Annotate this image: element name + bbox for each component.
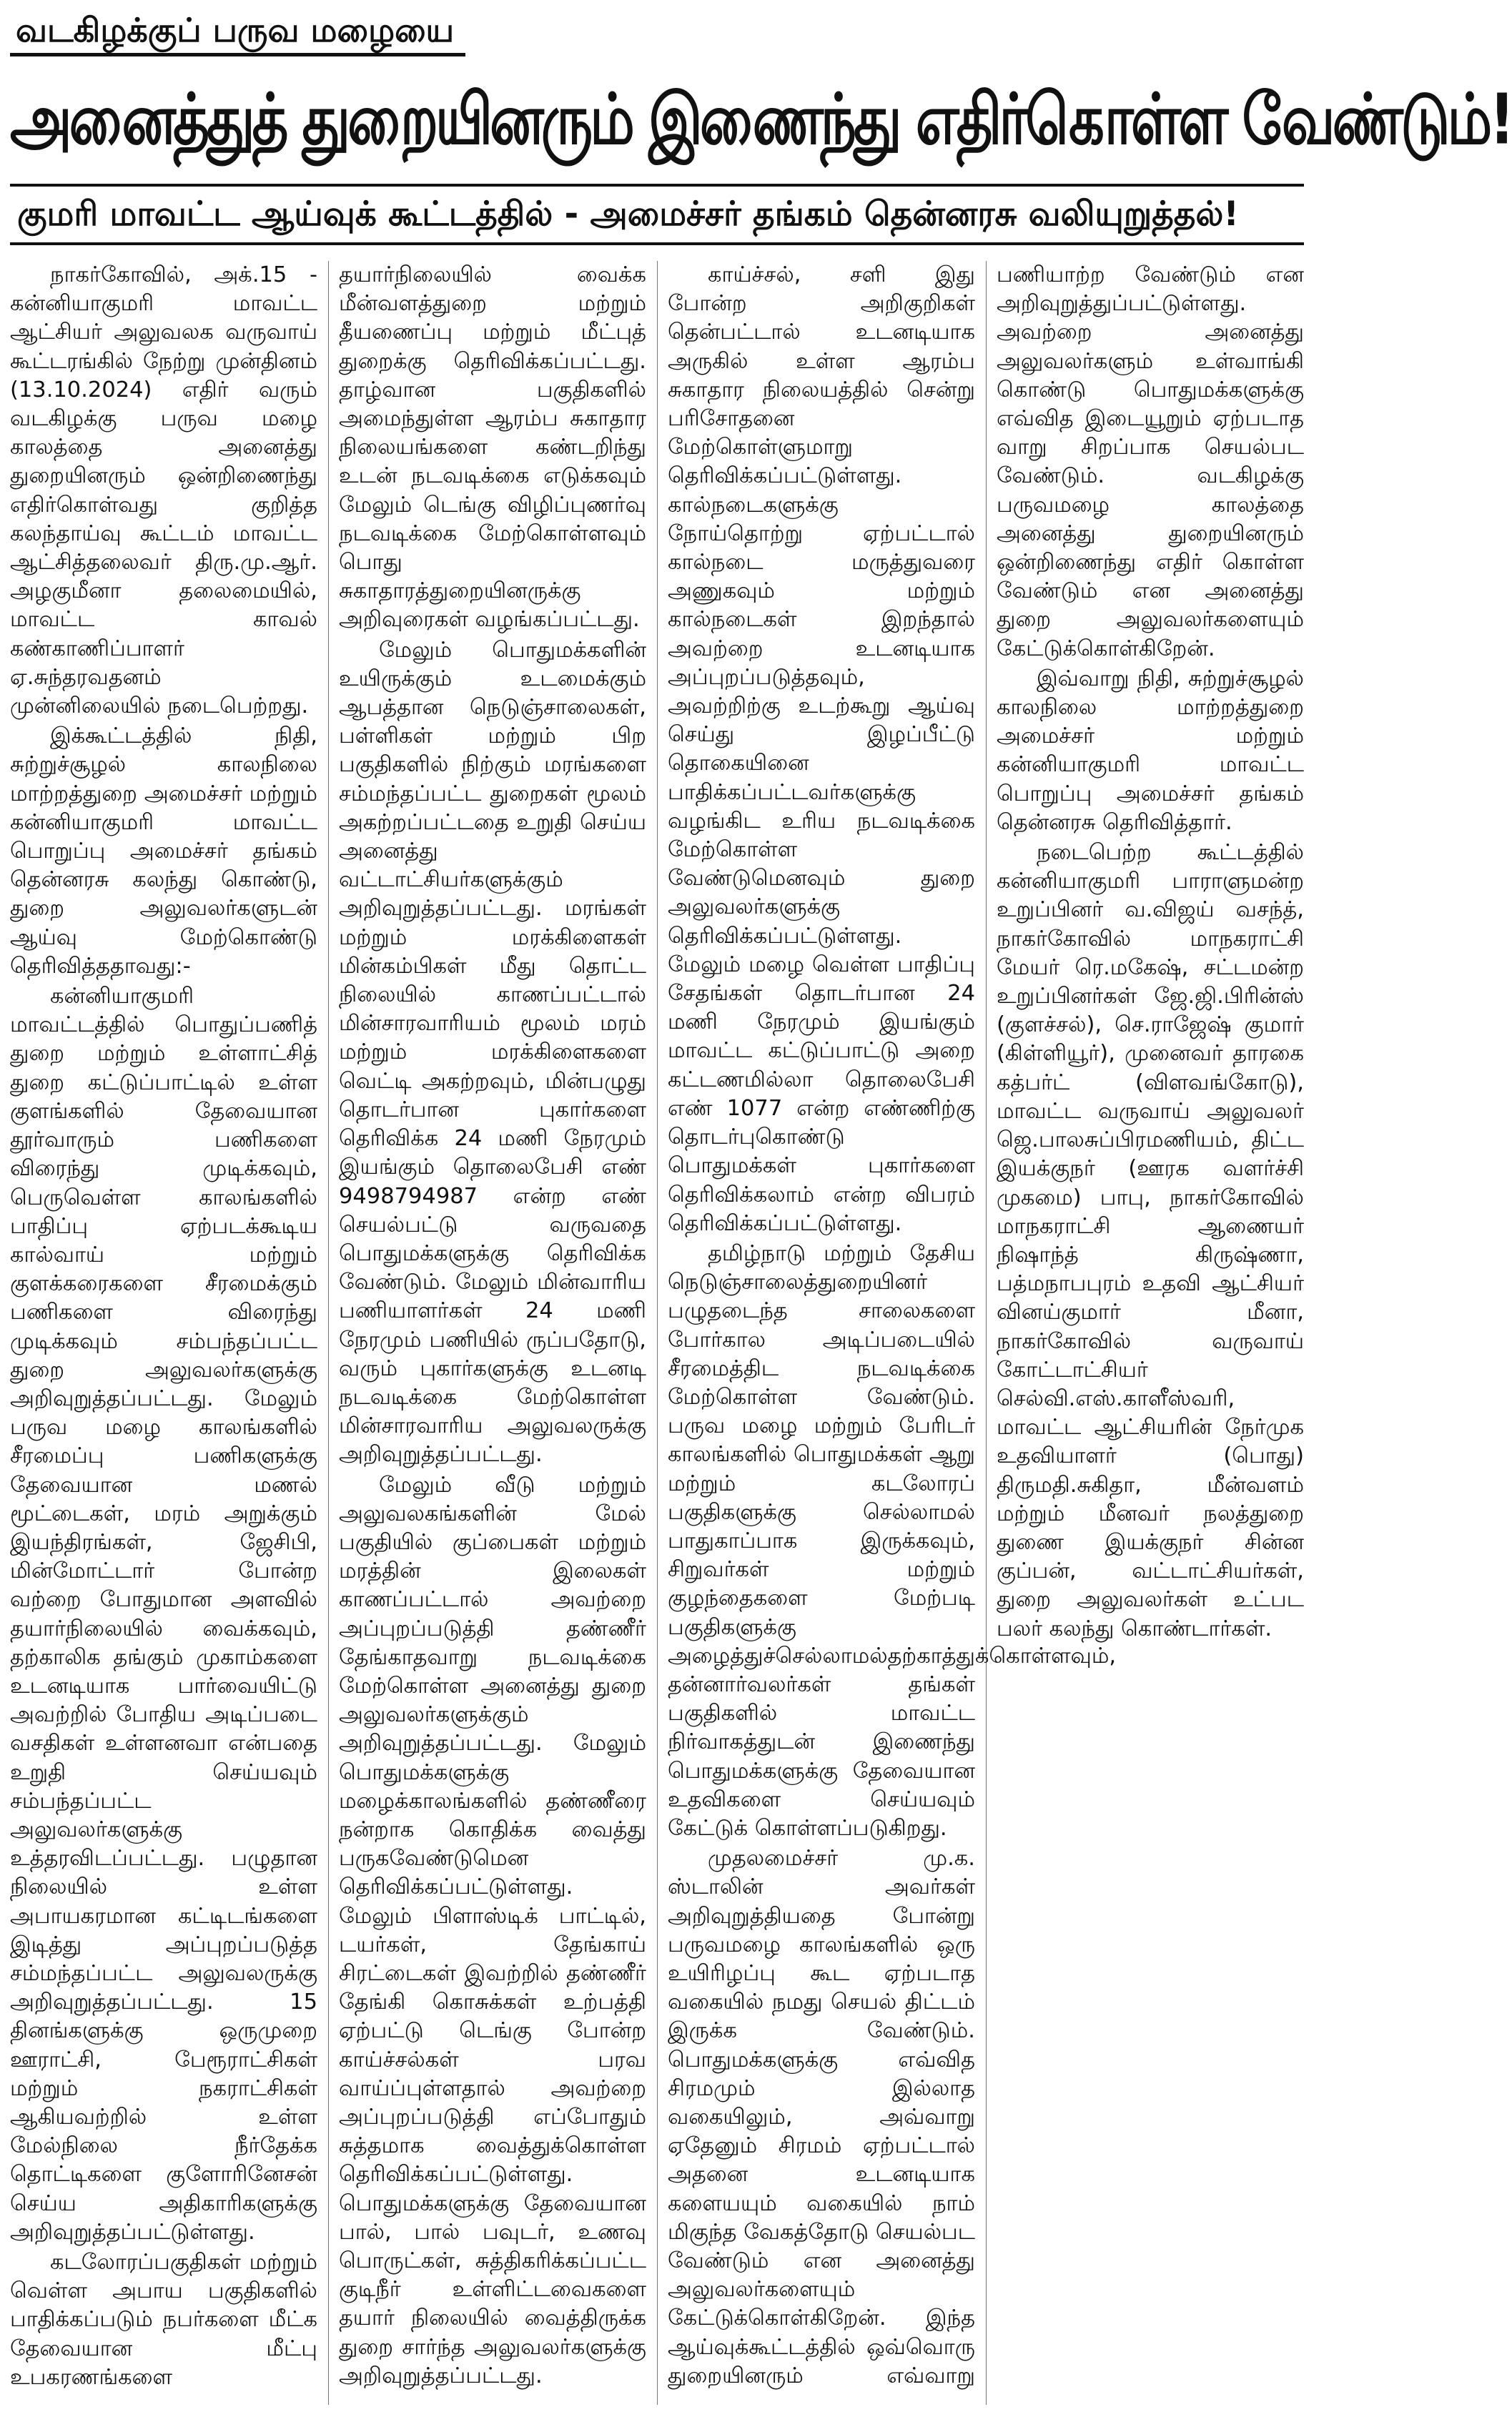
paragraph: இக்கூட்டத்தில் நிதி, சுற்றுச்சூழல் காலநிலை மாற்றத்துறை அமைச்சர் மற்றும் கன்னியாகுமரி மாவட்ட பொறுப்பு அமைச்சர் தங்கம் தென்னரசு கலந்து கொண்டு, துறை அலுவலர்களுடன் ஆய்வு மேற்கொண்டு தெரிவித்ததாவது:- <box>10 723 317 979</box>
paragraph: நடைபெற்ற கூட்டத்தில் கன்னியாகுமரி பாராளுமன்ற உறுப்பினர் வ.விஜய் வசந்த், நாகர்கோவில் மாநகராட்சி மேயர் ரெ.மகேஷ், சட்டமன்ற உறுப்பினர்கள் ஜே.ஜி.பிரின்ஸ் (குளச்சல்), செ.ராஜேஷ் குமார் (கிள்ளியூர்), முனைவர் தாரகை கத்பர்ட் (விளவங்கோடு), மாவட்ட வருவாய் அலுவலர் ஜெ.பாலசுப்பிரமணியம், திட்ட இயக்குநர் (ஊரக வளர்ச்சி முகமை) பாபு, நாகர்கோவில் மாநகராட்சி ஆணையர் நிஷாந்த் கிருஷ்ணா, பத்மநாபபுரம் உதவி ஆட்சியர் வினய்குமார் மீனா, நாகர்கோவில் வருவாய் கோட்டாட்சியர் செல்வி.எஸ்.காளீஸ்வரி, மாவட்ட ஆட்சியரின் நேர்முக உதவியாளர் (பொது) திருமதி.சுகிதா, மீன்வளம் மற்றும் மீனவர் நலத்துறை துணை இயக்குநர் சின்ன குப்பன், வட்டாட்சியர்கள், துறை அலுவலர்கள் உட்பட பலர் கலந்து கொண்டார்கள். <box>997 840 1304 1641</box>
paragraph: மேலும் வீடு மற்றும் அலுவலகங்களின் மேல் பகுதியில் குப்பைகள் மற்றும் மரத்தின் இலைகள் காணப்பட்டால் அவற்றை அப்புறப்படுத்தி தண்ணீர் தேங்காதவாறு நடவடிக்கை மேற்கொள்ள அனைத்து துறை அலுவலர்களுக்கும் அறிவுறுத்தப்பட்டது. மேலும் பொதுமக்களுக்கு மழைக்காலங்களில் தண்ணீரை நன்றாக கொதிக்க வைத்து பருகவேண்டுமென தெரிவிக்கப்பட்டுள்ளது. மேலும் பிளாஸ்டிக் பாட்டில், டயர்கள், தேங்காய் சிரட்டைகள் இவற்றில் தண்ணீர் தேங்கி கொசுக்கள் உற்பத்தி ஏற்பட்டு டெங்கு போன்ற காய்ச்சல்கள் பரவ வாய்ப்புள்ளதால் அவற்றை அப்புறப்படுத்தி எப்போதும் சுத்தமாக வைத்துக்கொள்ள தெரிவிக்கப்பட்டுள்ளது. பொதுமக்களுக்கு தேவையான பால், பால் பவுடர், உணவு பொருட்கள், சுத்திகரிக்கப்பட்ட குடிநீர் உள்ளிட்டவைகளை தயார் நிலையில் வைத்திருக்க துறை சார்ந்த அலுவலர்களுக்கு அறிவுறுத்தப்பட்டது. <box>339 1472 646 2388</box>
paragraph: நாகர்கோவில், அக்.15 - கன்னியாகுமரி மாவட்ட ஆட்சியர் அலுவலக வருவாய் கூட்டரங்கில் நேற்று முன்தினம் (13.10.2024) எதிர் வரும் வடகிழக்கு பருவ மழை காலத்தை அனைத்து துறையினரும் ஒன்றிணைந்து எதிர்கொள்வது குறித்த கலந்தாய்வு கூட்டம் மாவட்ட ஆட்சித்தலைவர் திரு.மு.ஆர். அழகுமீனா தலைமையில், மாவட்ட காவல் கண்காணிப்பாளர் ஏ.சுந்தரவதனம் முன்னிலையில் நடைபெற்றது. <box>10 262 317 719</box>
paragraph: தமிழ்நாடு மற்றும் தேசிய நெடுஞ்சாலைத்துறையினர் பழுதடைந்த சாலைகளை போர்கால அடிப்படையில் சீரமைத்திட நடவடிக்கை மேற்கொள்ள வேண்டும். பருவ மழை மற்றும் பேரிடர் காலங்களில் பொதுமக்கள் ஆறு மற்றும் கடலோரப் பகுதிகளுக்கு செல்லாமல் பாதுகாப்பாக இருக்கவும், சிறுவர்கள் மற்றும் குழந்தைகளை மேற்படி பகுதிகளுக்கு அழைத்துச்செல்லாமல்தற்காத்துக்கொள்ளவும், தன்னார்வலர்கள் தங்கள் பகுதிகளில் மாவட்ட நிர்வாகத்துடன் இணைந்து பொதுமக்களுக்கு தேவையான உதவிகளை செய்யவும் கேட்டுக் கொள்ளப்படுகிறது. <box>668 1240 1117 1841</box>
paragraph: இவ்வாறு நிதி, சுற்றுச்சூழல் காலநிலை மாற்றத்துறை அமைச்சர் மற்றும் கன்னியாகுமரி மாவட்ட பொறுப்பு அமைச்சர் தங்கம் தென்னரசு தெரிவித்தார். <box>997 666 1304 835</box>
paragraph: காய்ச்சல், சளி இது போன்ற அறிகுறிகள் தென்பட்டால் உடனடியாக அருகில் உள்ள ஆரம்ப சுகாதார நிலையத்தில் சென்று பரிசோதனை மேற்கொள்ளுமாறு தெரிவிக்கப்பட்டுள்ளது. கால்நடைகளுக்கு நோய்தொற்று ஏற்பட்டால் கால்நடை மருத்துவரை அணுகவும் மற்றும் கால்நடைகள் இறந்தால் அவற்றை உடனடியாக அப்புறப்படுத்தவும், அவற்றிற்கு உடற்கூறு ஆய்வு செய்து இழப்பீட்டு தொகையினை பாதிக்கப்பட்டவர்களுக்கு வழங்கிட உரிய நடவடிக்கை மேற்கொள்ள வேண்டுமெனவும் துறை அலுவலர்களுக்கு தெரிவிக்கப்பட்டுள்ளது. மேலும் மழை வெள்ள பாதிப்பு சேதங்கள் தொடர்பான 24 மணி நேரமும் இயங்கும் மாவட்ட கட்டுப்பாட்டு அறை கட்டணமில்லா தொலைபேசி எண் 1077 என்ற எண்ணிற்கு தொடர்புகொண்டு பொதுமக்கள் புகார்களை தெரிவிக்கலாம் என்ற விபரம் தெரிவிக்கப்பட்டுள்ளது. <box>668 262 975 1236</box>
paragraph: கன்னியாகுமரி மாவட்டத்தில் பொதுப்பணித் துறை மற்றும் உள்ளாட்சித் துறை கட்டுப்பாட்டில் உள்ள குளங்களில் தேவையான தூர்வாரும் பணிகளை விரைந்து முடிக்கவும், பெருவெள்ள காலங்களில் பாதிப்பு ஏற்படக்கூடிய கால்வாய் மற்றும் குளக்கரைகளை சீரமைக்கும் பணிகளை விரைந்து முடிக்கவும் சம்பந்தப்பட்ட துறை அலுவலர்களுக்கு அறிவுறுத்தப்பட்டது. மேலும் பருவ மழை காலங்களில் சீரமைப்பு பணிகளுக்கு தேவையான மணல் மூட்டைகள், மரம் அறுக்கும் இயந்திரங்கள், ஜேசிபி, மின்மோட்டார் போன்ற வற்றை போதுமான அளவில் தயார்நிலையில் வைக்கவும், தற்காலிக தங்கும் முகாம்களை உடனடியாக பார்வையிட்டு அவற்றில் போதிய அடிப்படை வசதிகள் உள்ளனவா என்பதை உறுதி செய்யவும் சம்பந்தப்பட்ட அலுவலர்களுக்கு உத்தரவிடப்பட்டது. பழுதான நிலையில் உள்ள அபாயகரமான கட்டிடங்களை இடித்து அப்புறப்படுத்த சம்மந்தப்பட்ட அலுவலருக்கு அறிவுறுத்தப்பட்டது. 15 தினங்களுக்கு ஒருமுறை ஊராட்சி, பேரூராட்சிகள் மற்றும் நகராட்சிகள் ஆகியவற்றில் உள்ள மேல்நிலை நீர்தேக்க தொட்டிகளை குளோரினேசன் செய்ய அதிகாரிகளுக்கு அறிவுறுத்தப்பட்டுள்ளது. <box>10 984 317 2245</box>
kicker: வடகிழக்குப் பருவ மழையை <box>10 9 465 56</box>
article-body <box>10 261 1304 2405</box>
subheadline: குமரி மாவட்ட ஆய்வுக் கூட்டத்தில் - அமைச்சர் தங்கம் தென்னரசு வலியுறுத்தல்! <box>10 184 1304 245</box>
paragraph: முதலமைச்சர் மு.க. ஸ்டாலின் அவர்கள் அறிவுறுத்தியதை போன்று பருவமழை காலங்களில் ஒரு உயிரிழப்பு கூட ஏற்படாத வகையில் நமது செயல் திட்டம் இருக்க வேண்டும். பொதுமக்களுக்கு எவ்வித சிரமமும் இல்லாத வகையிலும், அவ்வாறு ஏதேனும் சிரமம் ஏற்பட்டால் அதனை உடனடியாக களையயும் வகையில் நாம் மிகுந்த வேகத்தோடு செயல்பட வேண்டும் என அனைத்து அலுவலர்களையும் கேட்டுக்கொள்கிறேன். இந்த ஆய்வுக்கூட்டத்தில் ஒவ்வொரு துறையினரும் எவ்வாறு பணியாற்ற வேண்டும் என அறிவுறுத்துப்பட்டுள்ளது. அவற்றை அனைத்து அலுவலர்களும் உள்வாங்கி கொண்டு பொதுமக்களுக்கு எவ்வித இடையூறும் ஏற்படாத வாறு சிறப்பாக செயல்பட வேண்டும். வடகிழக்கு பருவமழை காலத்தை அனைத்து துறையினரும் ஒன்றிணைந்து எதிர் கொள்ள வேண்டும் என அனைத்து துறை அலுவலர்களையும் கேட்டுக்கொள்கிறேன். <box>668 262 1304 2388</box>
paragraph: மேலும் பொதுமக்களின் உயிருக்கும் உடமைக்கும் ஆபத்தான நெடுஞ்சாலைகள், பள்ளிகள் மற்றும் பிற பகுதிகளில் நிற்கும் மரங்களை சம்மந்தப்பட்ட துறைகள் மூலம் அகற்றப்பட்டதை உறுதி செய்ய அனைத்து வட்டாட்சியர்களுக்கும் அறிவுறுத்தப்பட்டது. மரங்கள் மற்றும் மரக்கிளைகள் மின்கம்பிகள் மீது தொட்ட நிலையில் காணப்பட்டால் மின்சாரவாரியம் மூலம் மரம் மற்றும் மரக்கிளைகளை வெட்டி அகற்றவும், மின்பழுது தொடர்பான புகார்களை தெரிவிக்க 24 மணி நேரமும் இயங்கும் தொலைபேசி எண் 9498794987 என்ற எண் செயல்பட்டு வருவதை பொதுமக்களுக்கு தெரிவிக்க வேண்டும். மேலும் மின்வாரிய பணியாளர்கள் 24 மணி நேரமும் பணியில் ருப்பதோடு, வரும் புகார்களுக்கு உடனடி நடவடிக்கை மேற்கொள்ள மின்சாரவாரிய அலுவலருக்கு அறிவுறுத்தப்பட்டது. <box>339 637 646 1468</box>
paragraph: கடலோரப்பகுதிகள் மற்றும் வெள்ள அபாய பகுதிகளில் பாதிக்கப்படும் நபர்களை மீட்க தேவையான மீட்பு உபகரணங்களை தயார்நிலையில் வைக்க மீன்வளத்துறை மற்றும் தீயணைப்பு மற்றும் மீட்புத் துறைக்கு தெரிவிக்கப்பட்டது. தாழ்வான பகுதிகளில் அமைந்துள்ள ஆரம்ப சுகாதார நிலையங்களை கண்டறிந்து உடன் நடவடிக்கை எடுக்கவும் மேலும் டெங்கு விழிப்புணர்வு நடவடிக்கை மேற்கொள்ளவும் பொது சுகாதாரத்துறையினருக்கு அறிவுரைகள் வழங்கப்பட்டது. <box>10 262 646 2390</box>
headline: அனைத்துத் துறையினரும் இணைந்து எதிர்கொள்ள வேண்டும்! <box>10 79 1512 160</box>
